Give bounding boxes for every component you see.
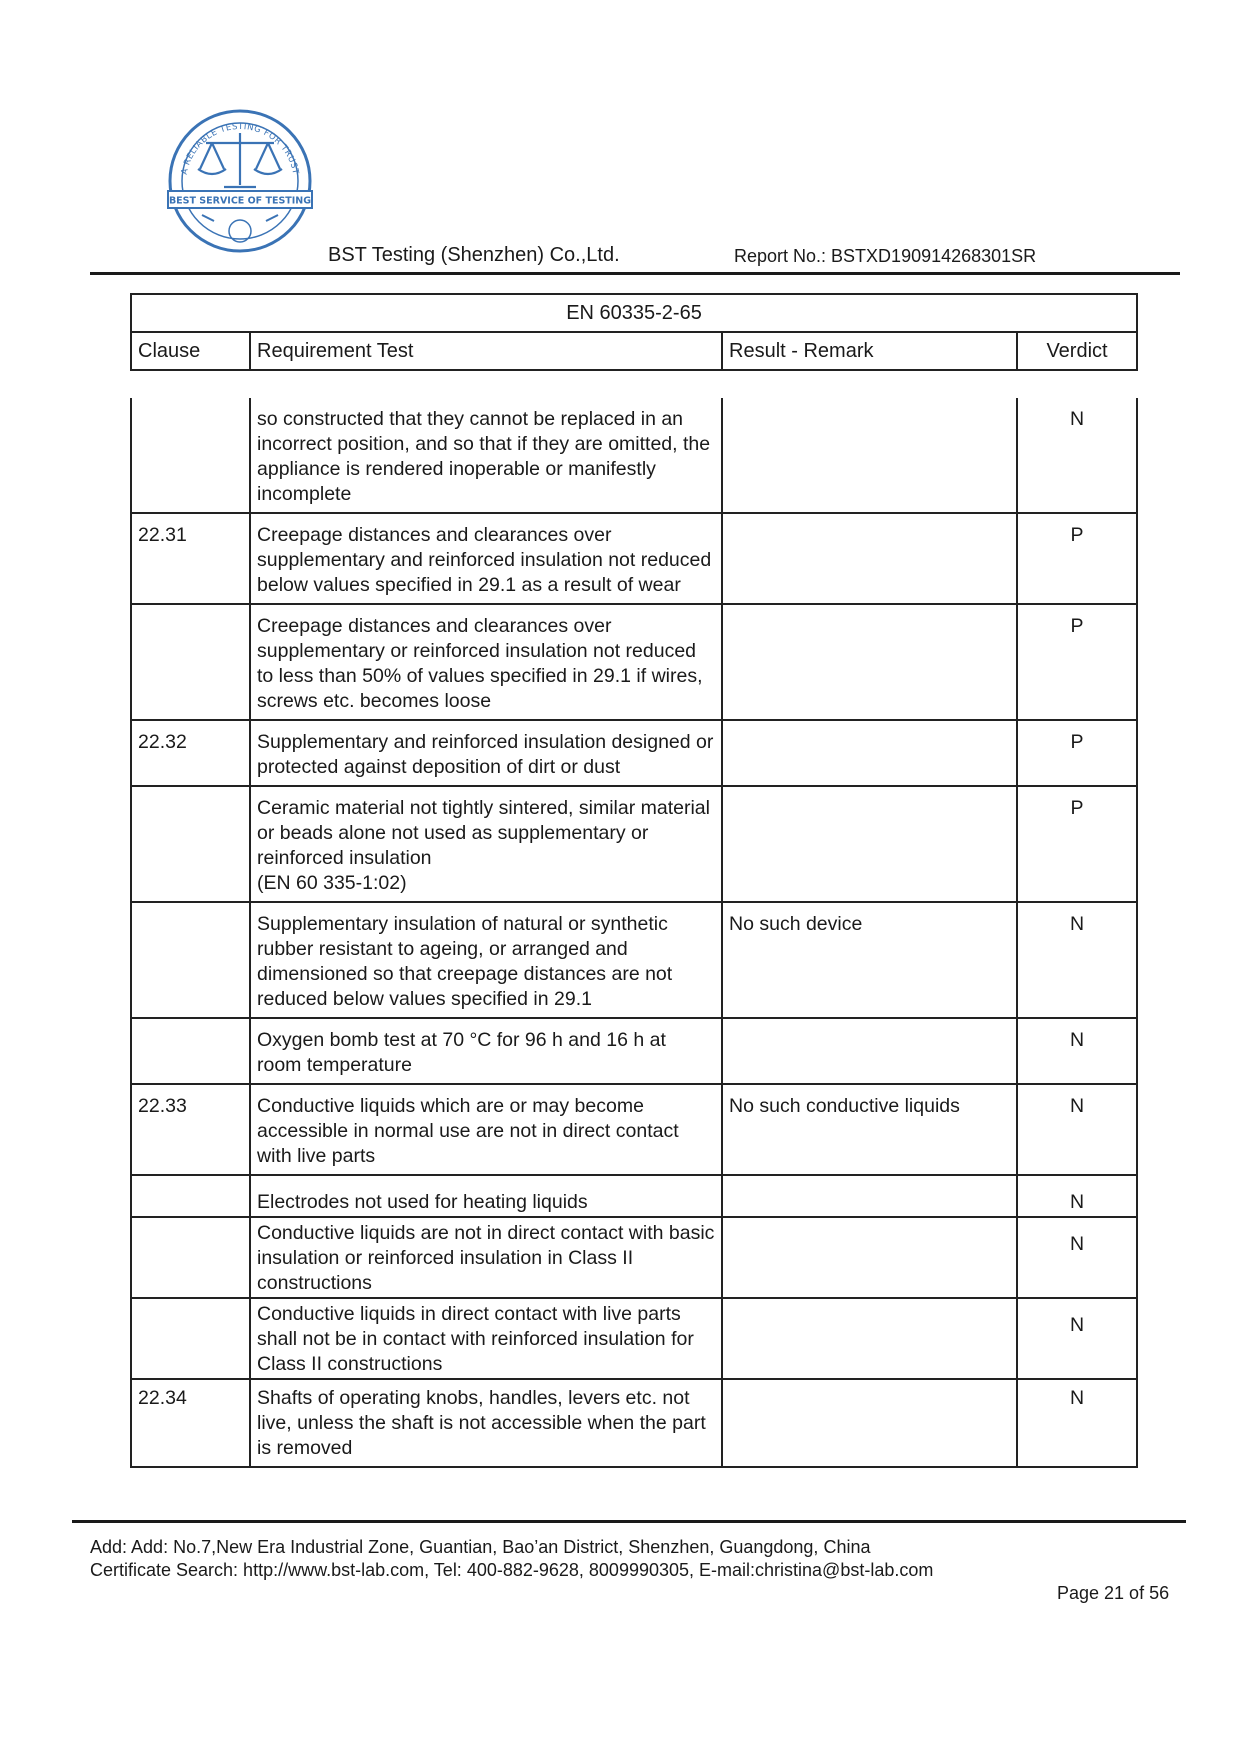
- result-cell: [722, 1018, 1017, 1084]
- requirements-table: [130, 398, 1138, 1468]
- verdict-cell: N: [1017, 1175, 1137, 1217]
- table-row: [131, 720, 1137, 786]
- requirement-cell: so constructed that they cannot be replaced in an incorrect position, and so that if they are omitted, the appliance is rendered inoperable or manifestly incomplete: [250, 398, 722, 513]
- verdict-cell: P: [1017, 786, 1137, 902]
- verdict-cell: N: [1017, 1018, 1137, 1084]
- requirement-cell: Shafts of operating knobs, handles, levers etc. not live, unless the shaft is not accessible when the part is removed: [250, 1379, 722, 1467]
- table-row: [131, 1018, 1137, 1084]
- company-name: BST Testing (Shenzhen) Co.,Ltd.: [328, 244, 620, 266]
- result-cell: [722, 1175, 1017, 1217]
- verdict-cell: N: [1017, 398, 1137, 513]
- clause-cell: [131, 604, 250, 720]
- table-header: [130, 293, 1138, 371]
- header-rule: [90, 272, 1180, 275]
- clause-cell: [131, 1217, 250, 1298]
- requirement-cell: Creepage distances and clearances over supplementary or reinforced insulation not reduced to less than 50% of values specified in 29.1 if wires, screws etc. becomes loose: [250, 604, 722, 720]
- table-row: [131, 902, 1137, 1018]
- page-number: Page 21 of 56: [1057, 1583, 1170, 1603]
- requirement-cell: Electrodes not used for heating liquids: [250, 1175, 722, 1217]
- clause-cell: [131, 1018, 250, 1084]
- footer-contact: Certificate Search: http://www.bst-lab.com, Tel: 400-882-9628, 8009990305, E-mail:christina@bst-lab.com: [90, 1560, 934, 1580]
- requirement-reference: (EN 60 335-1:02): [257, 872, 407, 894]
- requirement-cell: Supplementary insulation of natural or synthetic rubber resistant to ageing, or arranged and dimensioned so that creepage distances are not reduced below values specified in 29.1: [250, 902, 722, 1018]
- result-cell: [722, 513, 1017, 604]
- table-row: [131, 1175, 1137, 1217]
- clause-cell: [131, 1298, 250, 1379]
- table-row: [131, 786, 1137, 902]
- result-cell: No such device: [722, 902, 1017, 1018]
- logo-arc-text: A RELIABLE TESTING FOR TRUST: [179, 121, 301, 176]
- table-row: [131, 1379, 1137, 1467]
- result-cell: [722, 398, 1017, 513]
- verdict-cell: N: [1017, 1298, 1137, 1379]
- requirement-cell: Oxygen bomb test at 70 °C for 96 h and 16 h at room temperature: [250, 1018, 722, 1084]
- column-header-clause: Clause: [131, 332, 250, 370]
- requirement-cell: Conductive liquids which are or may become accessible in normal use are not in direct contact with live parts: [250, 1084, 722, 1175]
- footer-rule: [72, 1520, 1186, 1523]
- table-row: [131, 1084, 1137, 1175]
- verdict-cell: P: [1017, 513, 1137, 604]
- company-logo: [166, 105, 314, 255]
- result-cell: [722, 1379, 1017, 1467]
- result-cell: [722, 604, 1017, 720]
- clause-cell: 22.33: [131, 1084, 250, 1175]
- clause-cell: [131, 786, 250, 902]
- requirement-cell: Conductive liquids in direct contact with live parts shall not be in contact with reinforced insulation for Class II constructions: [250, 1298, 722, 1379]
- clause-cell: 22.31: [131, 513, 250, 604]
- clause-cell: [131, 1175, 250, 1217]
- clause-cell: [131, 902, 250, 1018]
- footer-address: Add: Add: No.7,New Era Industrial Zone, Guantian, Bao’an District, Shenzhen, Guangdong, China: [90, 1537, 871, 1557]
- logo-band-text: BEST SERVICE OF TESTING: [168, 195, 312, 207]
- standard-title: EN 60335-2-65: [131, 294, 1137, 332]
- verdict-cell: N: [1017, 902, 1137, 1018]
- verdict-cell: P: [1017, 720, 1137, 786]
- result-cell: [722, 786, 1017, 902]
- requirement-cell: [250, 786, 722, 902]
- result-cell: [722, 1217, 1017, 1298]
- verdict-cell: N: [1017, 1217, 1137, 1298]
- requirement-text: Ceramic material not tightly sintered, similar material or beads alone not used as supplementary or reinforced insulation: [257, 797, 710, 869]
- footer-address-block: [90, 1536, 933, 1582]
- requirement-cell: Supplementary and reinforced insulation designed or protected against deposition of dirt or dust: [250, 720, 722, 786]
- requirement-cell: Conductive liquids are not in direct contact with basic insulation or reinforced insulation in Class II constructions: [250, 1217, 722, 1298]
- table-row: [131, 1217, 1137, 1298]
- column-header-requirement: Requirement Test: [250, 332, 722, 370]
- verdict-cell: N: [1017, 1379, 1137, 1467]
- result-cell: [722, 720, 1017, 786]
- column-header-verdict: Verdict: [1017, 332, 1137, 370]
- result-cell: [722, 1298, 1017, 1379]
- table-row: [131, 398, 1137, 513]
- result-cell: No such conductive liquids: [722, 1084, 1017, 1175]
- verdict-cell: N: [1017, 1084, 1137, 1175]
- clause-cell: [131, 398, 250, 513]
- requirement-cell: Creepage distances and clearances over supplementary and reinforced insulation not reduced below values specified in 29.1 as a result of wear: [250, 513, 722, 604]
- verdict-cell: P: [1017, 604, 1137, 720]
- table-row: [131, 1298, 1137, 1379]
- clause-cell: 22.34: [131, 1379, 250, 1467]
- table-row: [131, 513, 1137, 604]
- clause-cell: 22.32: [131, 720, 250, 786]
- column-header-result: Result - Remark: [722, 332, 1017, 370]
- report-number: Report No.: BSTXD190914268301SR: [734, 246, 1037, 266]
- table-row: [131, 604, 1137, 720]
